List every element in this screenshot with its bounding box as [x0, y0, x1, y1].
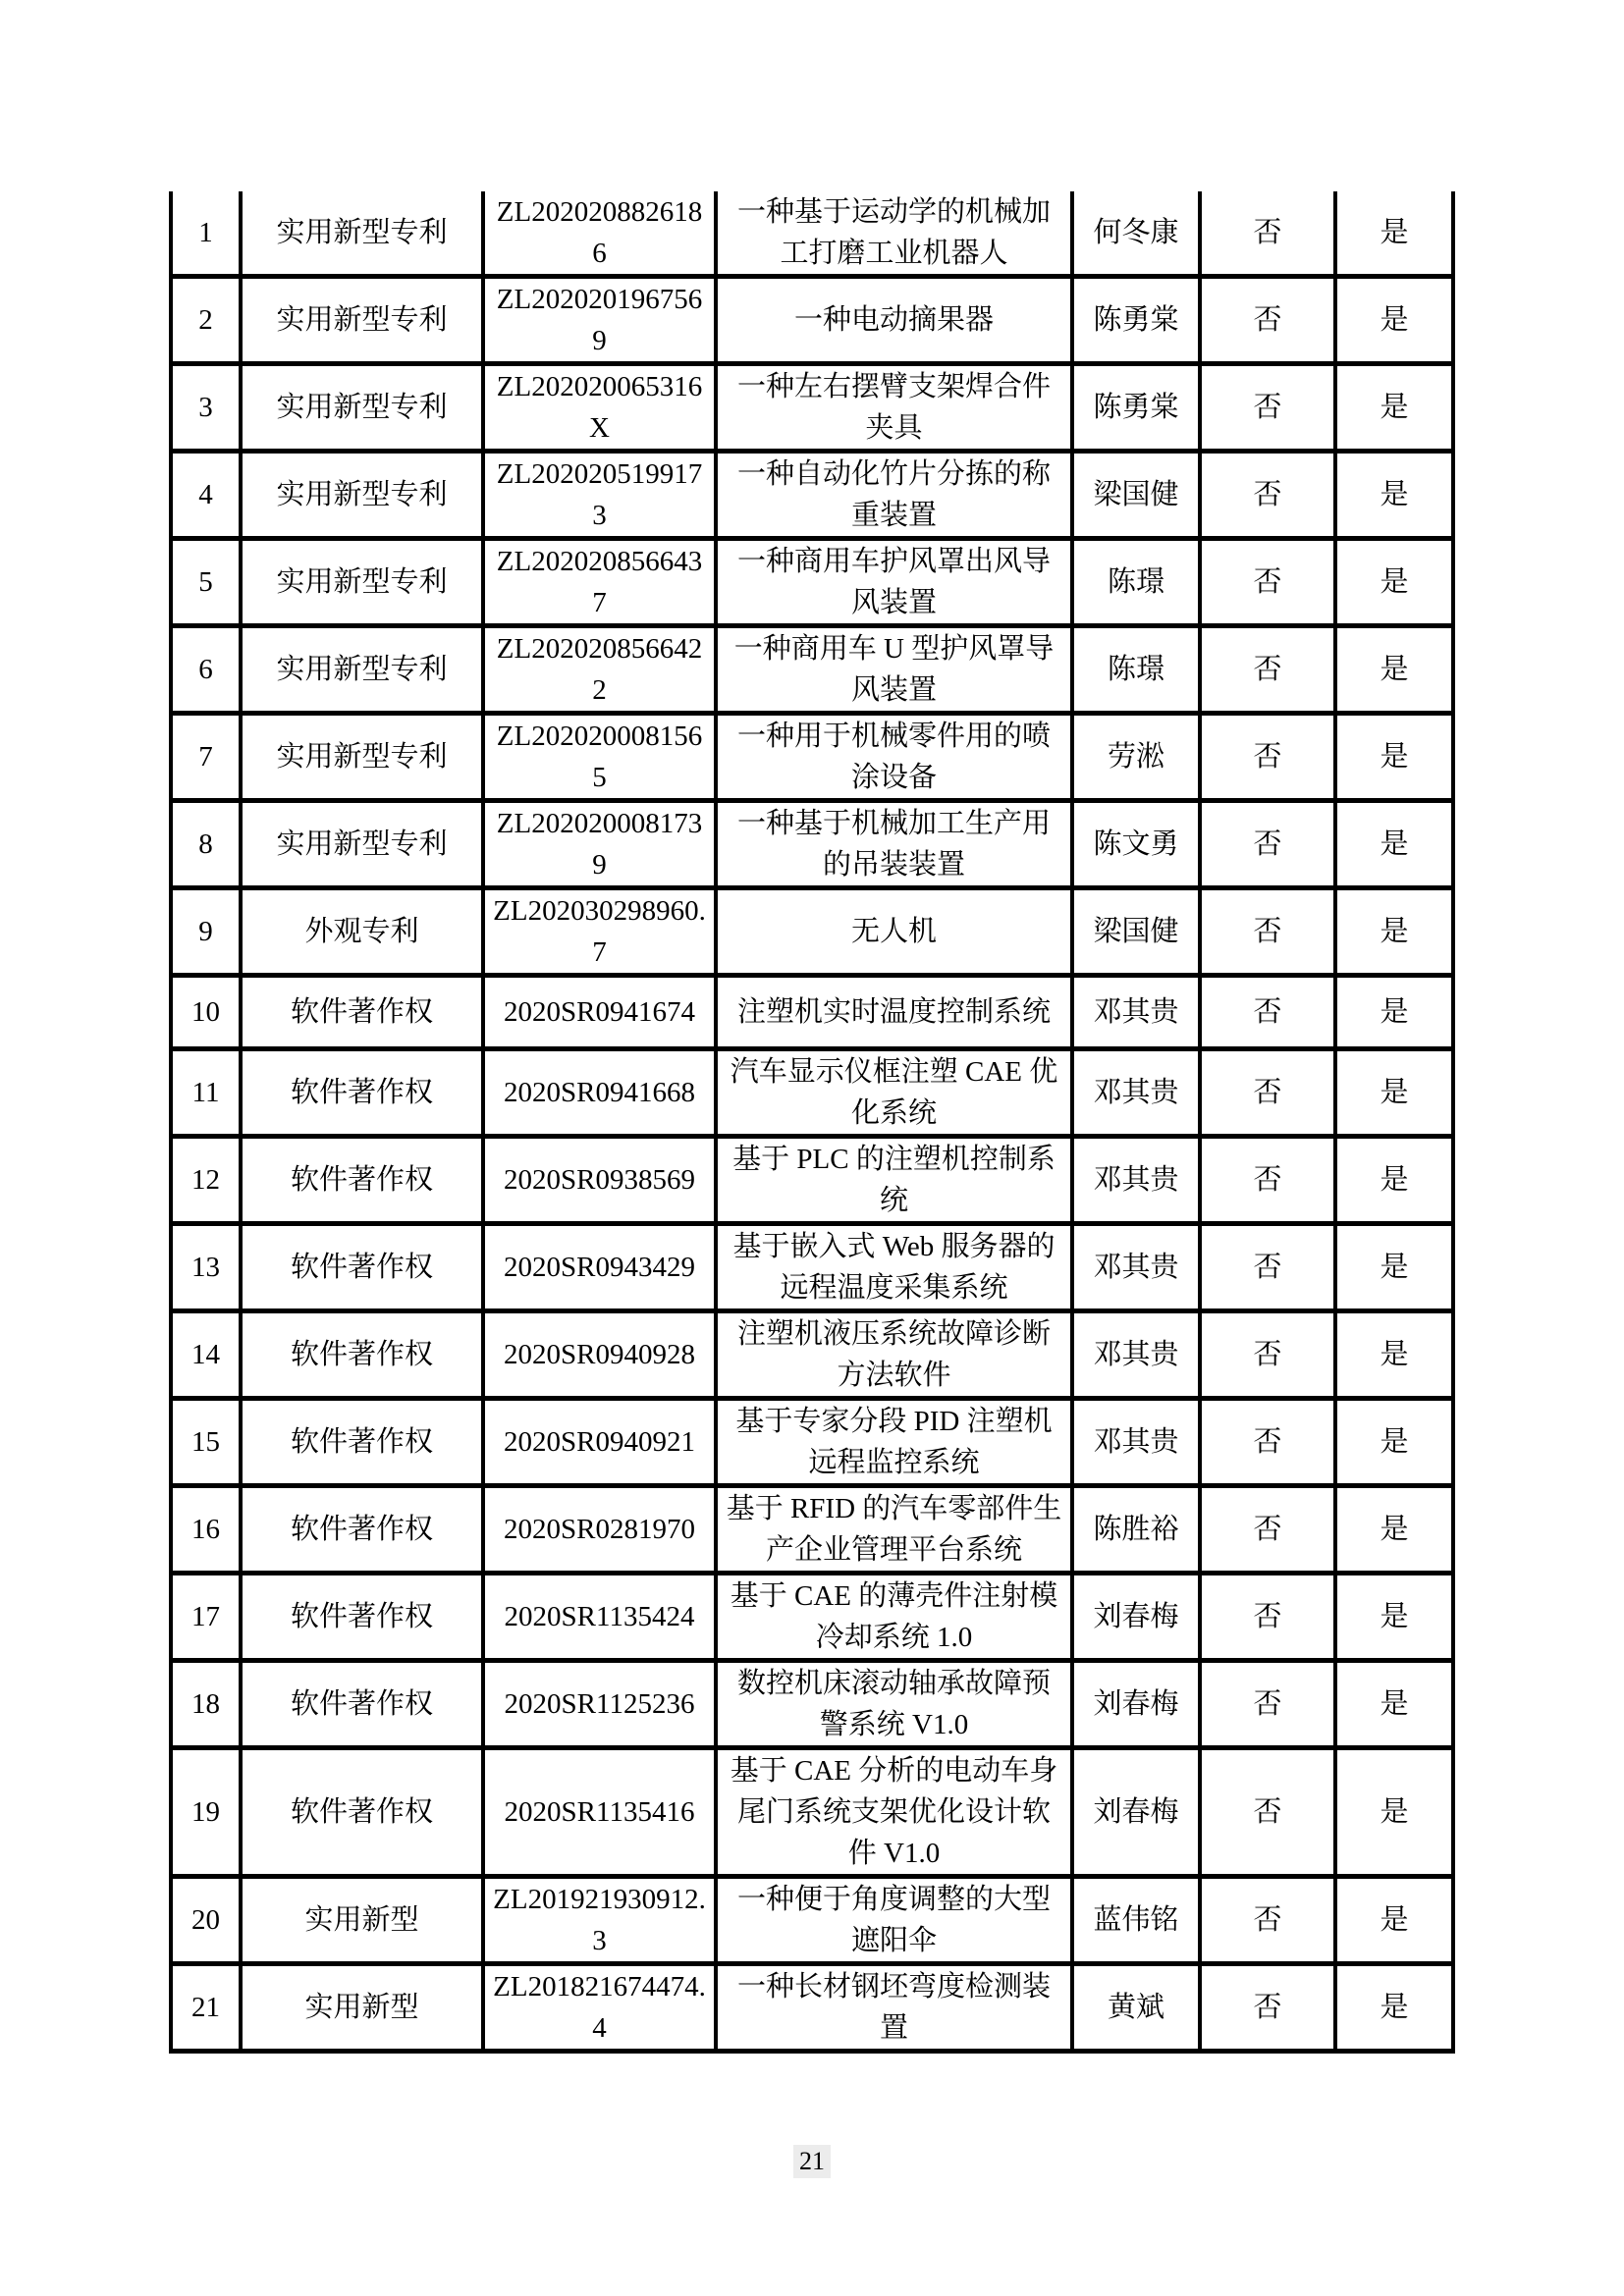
cell-ip-type: 实用新型专利 — [241, 452, 483, 539]
table-row — [171, 277, 1453, 364]
cell-person-name: 邓其贵 — [1072, 1399, 1200, 1486]
cell-ip-type: 实用新型专利 — [241, 364, 483, 452]
cell-flag-yes: 是 — [1335, 1661, 1453, 1748]
page-footer — [0, 2145, 1624, 2178]
cell-reg-number: ZL2020201967569 — [483, 277, 716, 364]
cell-flag-yes: 是 — [1335, 888, 1453, 976]
cell-person-name: 劳淞 — [1072, 714, 1200, 801]
cell-seq-number: 1 — [171, 191, 241, 277]
cell-flag-yes: 是 — [1335, 1049, 1453, 1137]
cell-flag-no: 否 — [1200, 976, 1335, 1049]
cell-flag-yes: 是 — [1335, 1137, 1453, 1224]
table-row — [171, 191, 1453, 277]
cell-ip-type: 实用新型专利 — [241, 191, 483, 277]
table-row — [171, 1748, 1453, 1877]
cell-flag-no: 否 — [1200, 1311, 1335, 1399]
cell-person-name: 梁国健 — [1072, 888, 1200, 976]
cell-title: 注塑机实时温度控制系统 — [716, 976, 1072, 1049]
cell-reg-number: ZL202020065316X — [483, 364, 716, 452]
cell-ip-type: 实用新型专利 — [241, 801, 483, 888]
cell-ip-type: 软件著作权 — [241, 1574, 483, 1661]
cell-ip-type: 软件著作权 — [241, 1137, 483, 1224]
cell-ip-type: 软件著作权 — [241, 1748, 483, 1877]
cell-title: 基于 PLC 的注塑机控制系统 — [716, 1137, 1072, 1224]
cell-ip-type: 软件著作权 — [241, 1311, 483, 1399]
cell-seq-number: 3 — [171, 364, 241, 452]
cell-seq-number: 14 — [171, 1311, 241, 1399]
cell-reg-number: ZL2020205199173 — [483, 452, 716, 539]
cell-ip-type: 外观专利 — [241, 888, 483, 976]
cell-flag-yes: 是 — [1335, 1748, 1453, 1877]
cell-ip-type: 实用新型专利 — [241, 714, 483, 801]
page-number: 21 — [793, 2145, 831, 2178]
cell-person-name: 陈勇棠 — [1072, 364, 1200, 452]
cell-flag-no: 否 — [1200, 1049, 1335, 1137]
table-row — [171, 1137, 1453, 1224]
cell-reg-number: 2020SR0941668 — [483, 1049, 716, 1137]
cell-flag-yes: 是 — [1335, 1574, 1453, 1661]
table-row — [171, 539, 1453, 626]
cell-title: 基于嵌入式 Web 服务器的远程温度采集系统 — [716, 1224, 1072, 1311]
cell-flag-no: 否 — [1200, 1574, 1335, 1661]
cell-flag-yes: 是 — [1335, 1486, 1453, 1574]
cell-seq-number: 13 — [171, 1224, 241, 1311]
cell-seq-number: 8 — [171, 801, 241, 888]
cell-person-name: 陈文勇 — [1072, 801, 1200, 888]
table-row — [171, 1574, 1453, 1661]
cell-flag-yes: 是 — [1335, 364, 1453, 452]
cell-flag-yes: 是 — [1335, 1877, 1453, 1964]
cell-reg-number: 2020SR0281970 — [483, 1486, 716, 1574]
cell-flag-no: 否 — [1200, 539, 1335, 626]
table-row — [171, 1311, 1453, 1399]
cell-person-name: 邓其贵 — [1072, 976, 1200, 1049]
cell-flag-no: 否 — [1200, 277, 1335, 364]
table-row — [171, 1399, 1453, 1486]
patent-table-body — [171, 191, 1453, 2052]
cell-title: 一种自动化竹片分拣的称重装置 — [716, 452, 1072, 539]
cell-flag-no: 否 — [1200, 626, 1335, 714]
cell-seq-number: 9 — [171, 888, 241, 976]
table-row — [171, 714, 1453, 801]
cell-flag-yes: 是 — [1335, 1964, 1453, 2052]
patent-table — [169, 191, 1455, 2054]
cell-flag-yes: 是 — [1335, 714, 1453, 801]
cell-reg-number: 2020SR0940928 — [483, 1311, 716, 1399]
cell-flag-yes: 是 — [1335, 539, 1453, 626]
cell-flag-yes: 是 — [1335, 1399, 1453, 1486]
cell-ip-type: 软件著作权 — [241, 1224, 483, 1311]
cell-flag-yes: 是 — [1335, 191, 1453, 277]
cell-flag-no: 否 — [1200, 1877, 1335, 1964]
cell-seq-number: 2 — [171, 277, 241, 364]
cell-person-name: 邓其贵 — [1072, 1049, 1200, 1137]
table-row — [171, 1049, 1453, 1137]
cell-person-name: 陈璟 — [1072, 626, 1200, 714]
cell-ip-type: 实用新型专利 — [241, 626, 483, 714]
cell-flag-yes: 是 — [1335, 1224, 1453, 1311]
cell-reg-number: 2020SR0940921 — [483, 1399, 716, 1486]
cell-seq-number: 18 — [171, 1661, 241, 1748]
cell-ip-type: 实用新型 — [241, 1877, 483, 1964]
table-row — [171, 976, 1453, 1049]
cell-seq-number: 11 — [171, 1049, 241, 1137]
table-row — [171, 452, 1453, 539]
cell-reg-number: ZL202030298960.7 — [483, 888, 716, 976]
table-row — [171, 1661, 1453, 1748]
cell-title: 一种基于运动学的机械加工打磨工业机器人 — [716, 191, 1072, 277]
cell-person-name: 蓝伟铭 — [1072, 1877, 1200, 1964]
table-row — [171, 1486, 1453, 1574]
cell-reg-number: 2020SR1135424 — [483, 1574, 716, 1661]
cell-flag-yes: 是 — [1335, 801, 1453, 888]
cell-flag-no: 否 — [1200, 714, 1335, 801]
cell-seq-number: 15 — [171, 1399, 241, 1486]
cell-title: 数控机床滚动轴承故障预警系统 V1.0 — [716, 1661, 1072, 1748]
cell-person-name: 黄斌 — [1072, 1964, 1200, 2052]
cell-title: 基于专家分段 PID 注塑机远程监控系统 — [716, 1399, 1072, 1486]
cell-seq-number: 17 — [171, 1574, 241, 1661]
cell-person-name: 陈勇棠 — [1072, 277, 1200, 364]
cell-person-name: 邓其贵 — [1072, 1137, 1200, 1224]
cell-reg-number: ZL2020200081565 — [483, 714, 716, 801]
cell-title: 无人机 — [716, 888, 1072, 976]
cell-reg-number: ZL2020208566422 — [483, 626, 716, 714]
cell-seq-number: 7 — [171, 714, 241, 801]
cell-flag-no: 否 — [1200, 364, 1335, 452]
cell-title: 一种商用车护风罩出风导风装置 — [716, 539, 1072, 626]
cell-seq-number: 12 — [171, 1137, 241, 1224]
cell-ip-type: 软件著作权 — [241, 1486, 483, 1574]
cell-title: 一种商用车 U 型护风罩导风装置 — [716, 626, 1072, 714]
cell-flag-no: 否 — [1200, 1748, 1335, 1877]
cell-title: 注塑机液压系统故障诊断方法软件 — [716, 1311, 1072, 1399]
cell-flag-yes: 是 — [1335, 277, 1453, 364]
cell-flag-no: 否 — [1200, 1224, 1335, 1311]
table-row — [171, 801, 1453, 888]
cell-reg-number: 2020SR0941674 — [483, 976, 716, 1049]
cell-flag-no: 否 — [1200, 191, 1335, 277]
cell-person-name: 陈璟 — [1072, 539, 1200, 626]
table-row — [171, 1224, 1453, 1311]
cell-flag-no: 否 — [1200, 1399, 1335, 1486]
cell-seq-number: 19 — [171, 1748, 241, 1877]
cell-seq-number: 6 — [171, 626, 241, 714]
table-row — [171, 1964, 1453, 2052]
cell-seq-number: 4 — [171, 452, 241, 539]
cell-title: 汽车显示仪框注塑 CAE 优化系统 — [716, 1049, 1072, 1137]
cell-title: 基于 CAE 分析的电动车身尾门系统支架优化设计软件 V1.0 — [716, 1748, 1072, 1877]
cell-ip-type: 软件著作权 — [241, 1049, 483, 1137]
cell-flag-no: 否 — [1200, 1661, 1335, 1748]
cell-flag-yes: 是 — [1335, 626, 1453, 714]
cell-title: 一种长材钢坯弯度检测装置 — [716, 1964, 1072, 2052]
cell-flag-no: 否 — [1200, 801, 1335, 888]
cell-person-name: 邓其贵 — [1072, 1224, 1200, 1311]
cell-ip-type: 软件著作权 — [241, 976, 483, 1049]
cell-reg-number: ZL201821674474.4 — [483, 1964, 716, 2052]
cell-person-name: 刘春梅 — [1072, 1661, 1200, 1748]
cell-title: 一种电动摘果器 — [716, 277, 1072, 364]
cell-flag-yes: 是 — [1335, 1311, 1453, 1399]
cell-flag-yes: 是 — [1335, 976, 1453, 1049]
cell-reg-number: 2020SR0943429 — [483, 1224, 716, 1311]
cell-seq-number: 16 — [171, 1486, 241, 1574]
cell-ip-type: 实用新型专利 — [241, 539, 483, 626]
cell-reg-number: ZL2020208826186 — [483, 191, 716, 277]
cell-flag-no: 否 — [1200, 1486, 1335, 1574]
cell-reg-number: ZL2020208566437 — [483, 539, 716, 626]
table-row — [171, 888, 1453, 976]
cell-title: 一种用于机械零件用的喷涂设备 — [716, 714, 1072, 801]
cell-ip-type: 软件著作权 — [241, 1661, 483, 1748]
cell-flag-no: 否 — [1200, 1137, 1335, 1224]
cell-reg-number: ZL2020200081739 — [483, 801, 716, 888]
table-row — [171, 1877, 1453, 1964]
cell-flag-no: 否 — [1200, 452, 1335, 539]
cell-title: 一种便于角度调整的大型遮阳伞 — [716, 1877, 1072, 1964]
cell-seq-number: 5 — [171, 539, 241, 626]
cell-seq-number: 21 — [171, 1964, 241, 2052]
cell-title: 一种左右摆臂支架焊合件夹具 — [716, 364, 1072, 452]
cell-flag-yes: 是 — [1335, 452, 1453, 539]
cell-flag-no: 否 — [1200, 1964, 1335, 2052]
cell-title: 基于 RFID 的汽车零部件生产企业管理平台系统 — [716, 1486, 1072, 1574]
table-row — [171, 364, 1453, 452]
cell-person-name: 邓其贵 — [1072, 1311, 1200, 1399]
cell-person-name: 梁国健 — [1072, 452, 1200, 539]
cell-person-name: 陈胜裕 — [1072, 1486, 1200, 1574]
cell-person-name: 何冬康 — [1072, 191, 1200, 277]
cell-ip-type: 软件著作权 — [241, 1399, 483, 1486]
cell-seq-number: 20 — [171, 1877, 241, 1964]
cell-person-name: 刘春梅 — [1072, 1574, 1200, 1661]
cell-reg-number: 2020SR1135416 — [483, 1748, 716, 1877]
cell-seq-number: 10 — [171, 976, 241, 1049]
cell-reg-number: ZL201921930912.3 — [483, 1877, 716, 1964]
table-row — [171, 626, 1453, 714]
cell-ip-type: 实用新型专利 — [241, 277, 483, 364]
cell-flag-no: 否 — [1200, 888, 1335, 976]
cell-person-name: 刘春梅 — [1072, 1748, 1200, 1877]
cell-ip-type: 实用新型 — [241, 1964, 483, 2052]
cell-title: 基于 CAE 的薄壳件注射模冷却系统 1.0 — [716, 1574, 1072, 1661]
cell-reg-number: 2020SR1125236 — [483, 1661, 716, 1748]
cell-title: 一种基于机械加工生产用的吊装装置 — [716, 801, 1072, 888]
cell-reg-number: 2020SR0938569 — [483, 1137, 716, 1224]
